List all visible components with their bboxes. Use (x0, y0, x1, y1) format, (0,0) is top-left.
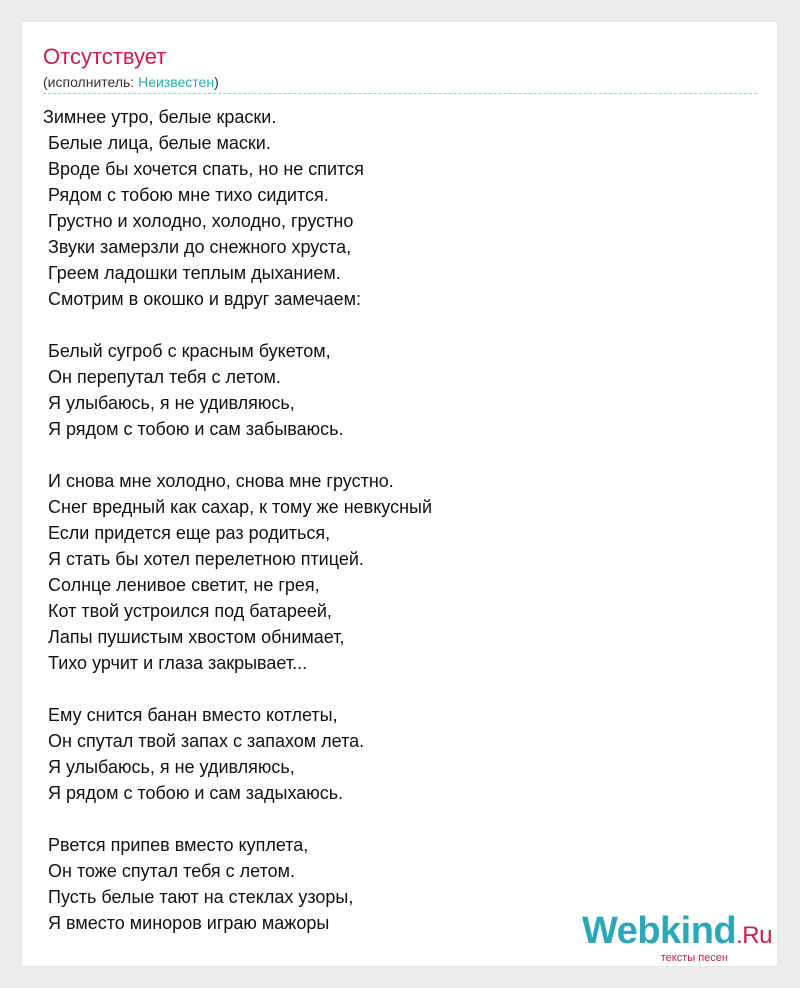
lyric-line: Ему снится банан вместо котлеты, (43, 705, 338, 725)
lyric-line: Он тоже спутал тебя с летом. (43, 861, 296, 881)
lyric-line: Я вместо миноров играю мажоры (43, 913, 330, 933)
lyric-line: Тихо урчит и глаза закрывает... (43, 653, 308, 673)
lyric-line: Пусть белые тают на стеклах узоры, (43, 887, 354, 907)
artist-suffix: ) (214, 74, 219, 90)
lyric-line: Солнце ленивое светит, не грея, (43, 575, 320, 595)
stanza-break (43, 442, 763, 468)
lyrics-card (22, 22, 777, 966)
lyric-line: Рядом с тобою мне тихо сидится. (43, 185, 329, 205)
stanza-break (43, 312, 763, 338)
lyric-line: И снова мне холодно, снова мне грустно. (43, 471, 394, 491)
lyric-line: Снег вредный как сахар, к тому же невкусный (43, 497, 433, 517)
lyric-line: Он спутал твой запах с запахом лета. (43, 731, 365, 751)
lyric-line: Лапы пушистым хвостом обнимает, (43, 627, 345, 647)
lyric-line: Кот твой устроился под батареей, (43, 601, 332, 621)
lyric-line: Я рядом с тобою и сам забываюсь. (43, 419, 344, 439)
stanza-break (43, 806, 763, 832)
lyric-line: Белый сугроб с красным букетом, (43, 341, 331, 361)
lyric-line: Я улыбаюсь, я не удивляюсь, (43, 393, 295, 413)
lyric-line: Я улыбаюсь, я не удивляюсь, (43, 757, 295, 777)
stanza-break (43, 676, 763, 702)
lyric-line: Зимнее утро, белые краски. (43, 107, 277, 127)
site-logo[interactable] (582, 911, 772, 964)
artist-link[interactable]: Неизвестен (138, 74, 215, 90)
lyric-line: Я рядом с тобою и сам задыхаюсь. (43, 783, 344, 803)
logo-tld: .Ru (736, 922, 772, 949)
lyric-line: Вроде бы хочется спать, но не спится (43, 159, 364, 179)
lyric-line: Смотрим в окошко и вдруг замечаем: (43, 289, 361, 309)
title-divider (43, 93, 757, 94)
lyric-line: Звуки замерзли до снежного хруста, (43, 237, 352, 257)
lyrics-text (43, 104, 763, 936)
logo-wordmark: Webkind (582, 910, 737, 952)
logo-tagline: тексты песен (660, 952, 728, 964)
artist-line (43, 73, 219, 91)
lyric-line: Белые лица, белые маски. (43, 133, 271, 153)
artist-prefix: (исполнитель: (43, 74, 139, 90)
lyric-line: Греем ладошки теплым дыханием. (43, 263, 341, 283)
lyric-line: Грустно и холодно, холодно, грустно (43, 211, 354, 231)
lyric-line: Если придется еще раз родиться, (43, 523, 331, 543)
lyric-line: Я стать бы хотел перелетною птицей. (43, 549, 364, 569)
lyric-line: Он перепутал тебя с летом. (43, 367, 281, 387)
lyric-line: Рвется припев вместо куплета, (43, 835, 309, 855)
song-title: Отсутствует (43, 44, 167, 69)
